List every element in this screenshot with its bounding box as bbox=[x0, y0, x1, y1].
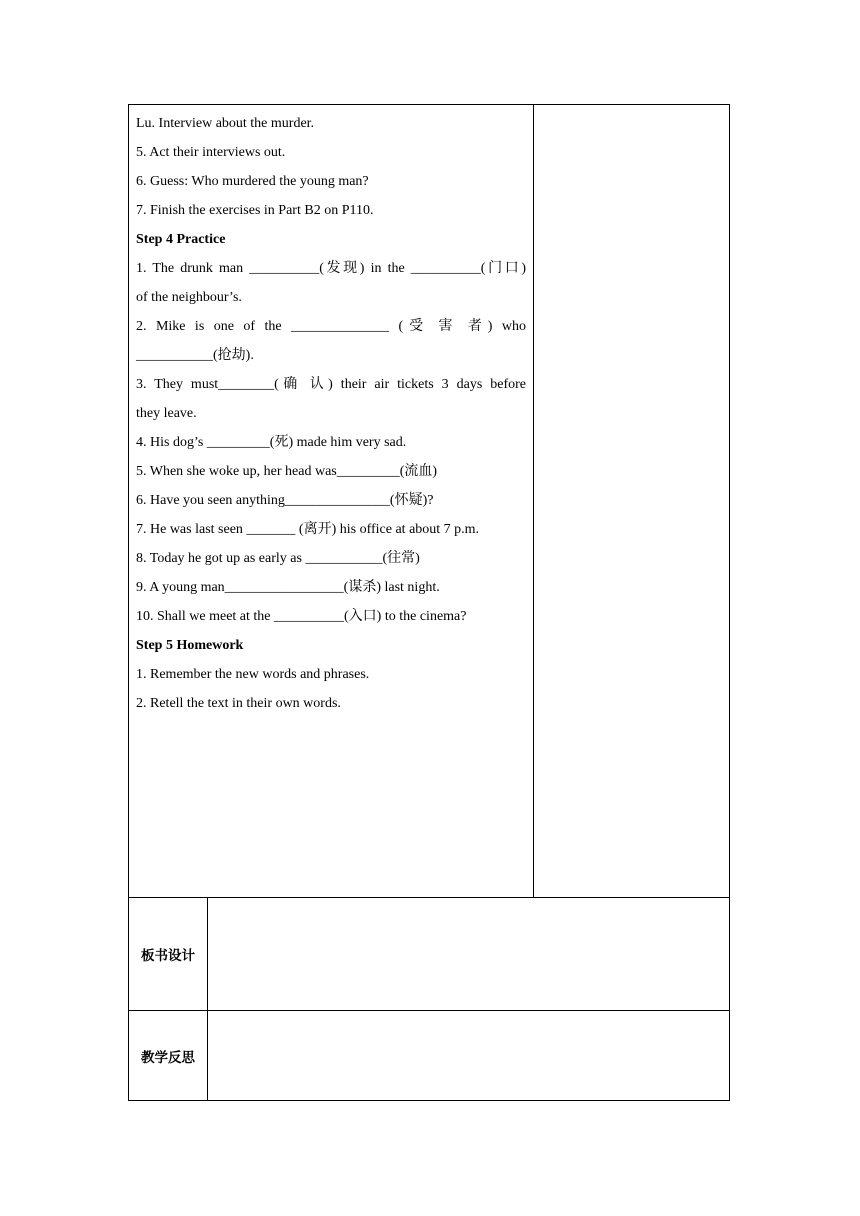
step-line: they leave. bbox=[136, 406, 197, 421]
board-design-label-cell bbox=[129, 898, 208, 1010]
lesson-plan-table bbox=[128, 104, 730, 1101]
step-line: 7. Finish the exercises in Part B2 on P110. bbox=[136, 203, 374, 218]
step-line: 4. His dog’s _________(死) made him very sad. bbox=[136, 435, 407, 450]
board-design-content-cell bbox=[208, 898, 729, 1010]
step-line: 5. Act their interviews out. bbox=[136, 145, 286, 160]
teaching-steps-text bbox=[136, 115, 526, 724]
board-design-label: 板书设计 bbox=[141, 948, 195, 964]
step-line: 3. They must________(确 认) their air tickets 3 days before bbox=[136, 377, 526, 392]
step-line: 6. Guess: Who murdered the young man? bbox=[136, 174, 369, 189]
step-line: 8. Today he got up as early as ___________(往常) bbox=[136, 551, 420, 566]
step-line: 10. Shall we meet at the __________(入口) to the cinema? bbox=[136, 609, 467, 624]
step-heading: Step 5 Homework bbox=[136, 638, 244, 653]
reflection-label-cell bbox=[129, 1011, 208, 1100]
step-line: 6. Have you seen anything_______________(怀疑)? bbox=[136, 493, 434, 508]
reflection-content-cell bbox=[208, 1011, 729, 1100]
step-line: 1. The drunk man __________(发现) in the __________(门口) bbox=[136, 261, 526, 276]
step-line: 7. He was last seen _______ (离开) his office at about 7 p.m. bbox=[136, 522, 480, 537]
step-line: of the neighbour’s. bbox=[136, 290, 242, 305]
step-line: 2. Mike is one of the ______________ (受 害 者) who bbox=[136, 319, 526, 334]
notes-cell bbox=[534, 105, 729, 897]
step-line: ___________(抢劫). bbox=[136, 348, 254, 363]
step-line: 9. A young man_________________(谋杀) last night. bbox=[136, 580, 440, 595]
step-heading: Step 4 Practice bbox=[136, 232, 226, 247]
step-line: Lu. Interview about the murder. bbox=[136, 116, 315, 131]
step-line: 2. Retell the text in their own words. bbox=[136, 696, 341, 711]
step-line: 1. Remember the new words and phrases. bbox=[136, 667, 370, 682]
reflection-label: 教学反思 bbox=[141, 1049, 195, 1066]
teaching-steps-cell bbox=[129, 105, 534, 897]
step-line: 5. When she woke up, her head was_________(流血) bbox=[136, 464, 438, 479]
